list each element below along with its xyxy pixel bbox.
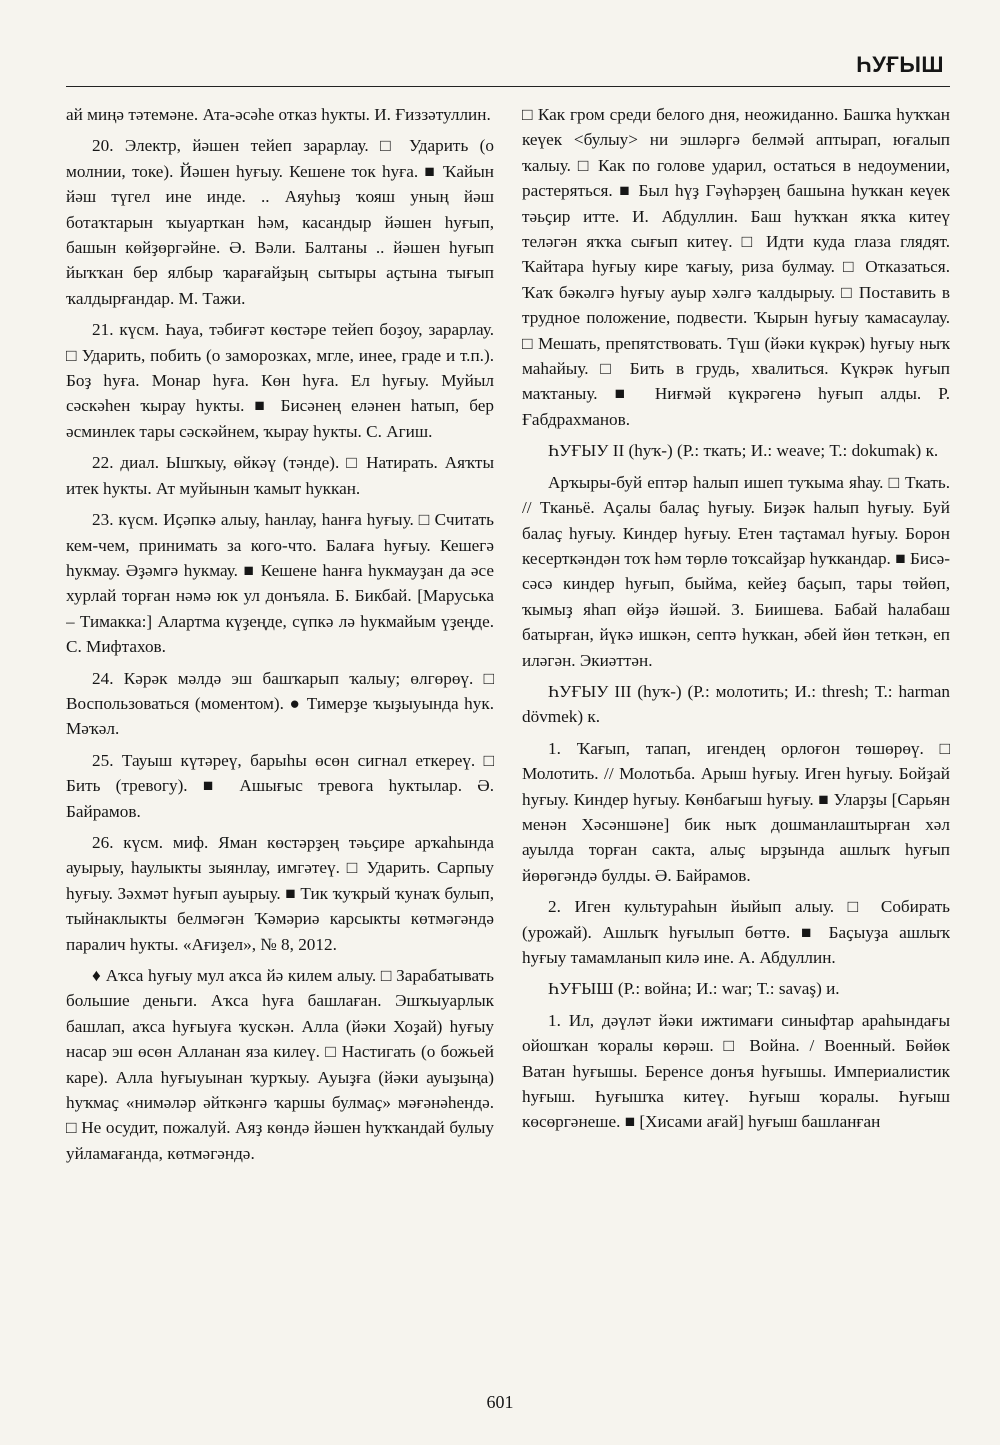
running-head: ҺУҒЫШ [856,52,944,77]
right-column [522,102,950,1364]
entry-paragraph: 20. Электр, йәшен тейеп зарарлау. □ Ударить (о молнии, токе). Йәшен һуғыу. Кешене ток һуға. ■ Ҡайын йәш түгел ине инде. .. Аяуһыҙ ҡояш уның йәш ботаҡтарын ҡыуарткан һәм, касандыр йәшен һуғып, башын көйҙөргәйне. Ә. Вәли. Балтаны .. йәшен һуғып йыҡҡан бер ялбыр ҡарағайҙың сытыры аҫтына тығып ҡалдырғандар. М. Тажи. [66,136,494,308]
entry-paragraph: Арҡыры-буй ептәр һалып ишеп туҡыма яһау. □ Ткать. // Тканьё. Аҫалы балаҫ һуғыу. Биҙәк һалып һуғыу. Буй балаҫ һуғыу. Киндер һуғыу. Етен таҫтамал һуғыу. Борон кесерткәндән тоҡ һәм төрлө тоҡсайҙар һуҡкандар. ■ Бисә-сәсә киндер һуғып, быйма, кейеҙ баҫып, тары төйөп, ҡымыҙ яһап өйҙә йәшәй. З. Биишева. Бабай һалабаш батырған, йүкә ишкән, септә һуҡкан, әбей йөн теткән, еп иләгән. Экиәттән. [522,472,950,670]
entry-paragraph: 25. Тауыш күтәреү, барыһы өсөн сигнал еткереү. □ Бить (тревогу). ■ Ашығыс тревога һуктылар. Ә. Байрамов. [66,750,494,821]
left-column [66,102,494,1364]
entry-paragraph: 1. Ил, дәүләт йәки ижтимағи синыфтар араһындағы ойошҡан ҡоралы көрәш. □ Война. / Военный. Бөйөк Ватан һуғышы. Беренсе донъя һуғышы. Империалистик һуғыш. Һуғышҡа китеү. Һуғыш ҡоралы. Һуғыш көсөргәнеше. ■ [Хисами ағай] һуғыш башланған [522,1010,950,1132]
entry-paragraph: 23. күсм. Иҫәпкә алыу, һанлау, һанға һуғыу. □ Считать кем-чем, принимать за кого-что. Балаға һуғыу. Кешегә һукмау. Әҙәмгә һукмау. ■ Кешене һанға һукмауҙан да әсе хурлай торған нәмә юк ул донъяла. Б. Бикбай. [Маруська – Тимакка:] Алартма күҙеңде, сүпкә лә һукмайым үҙеңде. С. Мифтахов. [66,510,494,657]
page-number: 601 [486,1392,514,1412]
entry-paragraph: 24. Кәрәк мәлдә эш башҡарып ҡалыу; өлгөрөү. □ Воспользоваться (моментом). ● Тимерҙе ҡыҙыуында һук. Мәҡәл. [66,668,494,739]
entry-paragraph: 2. Иген культураһын йыйып алыу. □ Собирать (урожай). Ашлыҡ һуғылып бөттө. ■ Баҫыуҙа ашлыҡ һуғыу тамамланып килә ине. А. Абдуллин. [522,897,950,967]
header-rule [66,86,950,87]
headword-entry: ҺУҒЫШ (Р.: война; И.: war; Т.: savaş) и. [548,979,840,999]
headword-entry: ҺУҒЫУ II (һуҡ-) (Р.: ткать; И.: weave; Т.: dokumak) к. [548,441,939,461]
entry-paragraph: ай миңә тәтемәне. Ата-әсәһе отказ һукты. И. Ғиззәтуллин. [66,105,491,124]
entry-paragraph: □ Как гром среди белого дня, неожиданно. Башҡа һуҡҡан кеүек <булыу> ни эшләргә белмәй аптырап, юғалып ҡалыу. □ Как по голове ударил, остаться в недоумении, растеряться. ■ Был һүҙ Гәүһәрҙең башына һуҡкан кеүек тәьҫир итте. И. Абдуллин. Баш һуҡҡан яҡҡа китеү теләгән яҡҡа сығып китеү. □ Идти куда глаза глядят. Ҡайтара һуғыу кире ҡағыу, риза булмау. □ Отказаться. Ҡаҡ бәкәлгә һуғыу ауыр хәлгә ҡалдырыу. □ Поставить в трудное положение, подвести. Ҡырын һуғыу ҡамасаулау. □ Мешать, препятствовать. Түш (йәки күкрәк) һуғыу ныҡ маһайыу. □ Бить в грудь, хвалиться. Күкрәк һуғып маҡтаныу. ■ Ниғмәй күкрәгенә һуғып алды. Р. Ғабдрахманов. [522,105,950,429]
headword-entry: ҺУҒЫУ III (һуҡ-) (Р.: молотить; И.: thresh; Т.: harman dövmek) к. [522,681,950,727]
entry-paragraph: 26. күсм. миф. Яман көстәрҙең тәьҫире арҡаһында ауырыу, һаулыкты зыянлау, имгәтеү. □ Ударить. Сарпыу һуғыу. Зәхмәт һуғып ауырыу. ■ Тик ҡуҡрый ҡунаҡ булып, тыйнаклыкты белмәгән Ҡәмәриә карсыкты көтмәгәндә паралич һукты. «Ағиҙел», № 8, 2012. [66,832,494,954]
entry-paragraph: 22. диал. Ышҡыу, өйкәү (тәнде). □ Натирать. Аяҡты итек һукты. Ат муйынын ҡамыт һуккан. [66,453,494,498]
entry-paragraph: 21. күсм. Һауа, тәбиғәт көстәре тейеп боҙоу, зарарлау. □ Ударить, побить (о заморозках, мгле, инее, граде и т.п.). Боҙ һуға. Монар һуға. Көн һуға. Ел һуғыу. Муйыл сәскәһен ҡырау һукты. ■ Бисәнең еләнен һатып, бер әсминлек тары сәскәйнем, ҡырау һукты. С. Агиш. [66,320,494,441]
entry-paragraph: 1. Ҡағып, тапап, игендең орлоғон төшөрөү. □ Молотить. // Молотьба. Арыш һуғыу. Иген һуғыу. Бойҙай һуғыу. Киндер һуғыу. Көнбағыш һуғыу. ■ Уларҙы [Сарьян менән Хәсәншәне] бик ныҡ дошманлаштырған хәл ауылда торған сакта, алыҫ ырҙында ашлыҡ һуғып йөрөгәндә булды. Ә. Байрамов. [522,738,950,885]
entry-paragraph: ♦ Аҡса һуғыу мул аҡса йә килем алыу. □ Зарабатывать большие деньги. Аҡса һуға башлаған. Эшҡыуарлык башлап, аҡса һуғыуға ҡускән. Алла (йәки Хоҙай) һуғыу насар эш өсөн Алланан яза килеү. □ Настигать (о божьей каре). Алла һуғыуынан ҡурҡыу. Ауыҙға (йәки ауыҙыңа) һуҡмаҫ «нимәләр әйткәнгә ҡаршы булмаҫ» мәғәнәһендә. □ Не осудит, пожалуй. Аяҙ көндә йәшен һуҡҡандай булыу уйламағанда, көтмәгәндә. [66,966,494,1163]
